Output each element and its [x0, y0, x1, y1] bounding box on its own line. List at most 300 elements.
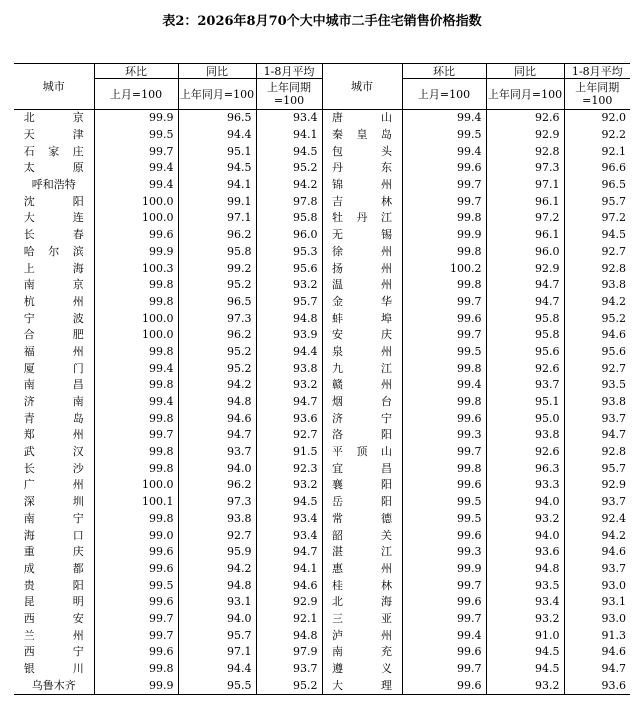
city-label: 唐 山	[332, 111, 392, 125]
city-label: 武 汉	[23, 445, 84, 459]
table-row	[14, 310, 630, 327]
yoy-value: 93.7	[486, 377, 564, 394]
avg-value: 94.4	[256, 344, 322, 361]
yoy-value: 91.0	[486, 627, 564, 644]
city-name	[14, 177, 94, 194]
yoy-value: 93.8	[178, 511, 256, 528]
city-label: 牡 丹 江	[332, 211, 392, 225]
yoy-value: 95.1	[178, 143, 256, 160]
avg-value: 92.9	[564, 477, 630, 494]
table-row	[14, 644, 630, 661]
city-label: 哈 尔 滨	[23, 244, 84, 258]
mom-value: 99.7	[94, 611, 178, 628]
table-row	[14, 410, 630, 427]
avg-value: 93.7	[564, 410, 630, 427]
table-row	[14, 294, 630, 311]
yoy-value: 94.8	[178, 394, 256, 411]
city-label: 包 头	[332, 144, 392, 158]
avg-value: 93.2	[256, 477, 322, 494]
yoy-value: 95.0	[486, 410, 564, 427]
mom-value: 99.6	[402, 527, 486, 544]
mom-value: 99.6	[402, 160, 486, 177]
avg-value: 94.7	[564, 661, 630, 678]
city-label: 秦 皇 岛	[332, 128, 392, 142]
avg-value: 92.8	[564, 444, 630, 461]
mom-value: 99.8	[94, 277, 178, 294]
mom-value: 99.4	[402, 377, 486, 394]
city-label: 大 连	[23, 211, 84, 225]
mom-value: 99.7	[94, 627, 178, 644]
yoy-value: 94.6	[178, 410, 256, 427]
avg-value: 92.7	[256, 427, 322, 444]
avg-value: 94.6	[564, 327, 630, 344]
yoy-value: 95.1	[486, 394, 564, 411]
city-name	[322, 494, 402, 511]
city-label: 无 锡	[332, 228, 392, 242]
city-label: 西 安	[23, 611, 84, 625]
city-name	[322, 527, 402, 544]
city-name	[322, 410, 402, 427]
city-label: 南 京	[23, 278, 84, 292]
city-label: 金 华	[332, 294, 392, 308]
yoy-value: 96.2	[178, 477, 256, 494]
table-row	[14, 394, 630, 411]
avg-value: 95.2	[256, 677, 322, 694]
yoy-header-left: 同比	[178, 64, 256, 79]
city-name	[322, 511, 402, 528]
yoy-value: 97.1	[178, 644, 256, 661]
avg-value: 92.2	[564, 127, 630, 144]
city-name	[322, 127, 402, 144]
mom-value: 99.7	[402, 327, 486, 344]
city-name	[322, 210, 402, 227]
city-label: 洛 阳	[332, 428, 392, 442]
avg-header-right: 1-8月平均	[564, 64, 630, 79]
yoy-value: 95.2	[178, 360, 256, 377]
mom-header-right: 环比	[402, 64, 486, 79]
yoy-value: 99.1	[178, 193, 256, 210]
avg-value: 94.2	[564, 527, 630, 544]
avg-value: 93.4	[256, 527, 322, 544]
mom-value: 100.1	[94, 494, 178, 511]
city-name	[14, 561, 94, 578]
table-row	[14, 244, 630, 261]
table-row	[14, 460, 630, 477]
mom-value: 99.7	[402, 611, 486, 628]
yoy-value: 95.5	[178, 677, 256, 694]
city-label: 郑 州	[23, 428, 84, 442]
avg-value: 93.7	[256, 661, 322, 678]
table-row	[14, 344, 630, 361]
city-label: 南 昌	[23, 378, 84, 392]
city-name	[14, 143, 94, 160]
table-row	[14, 527, 630, 544]
avg-value: 95.6	[564, 344, 630, 361]
city-label: 长 沙	[23, 461, 84, 475]
city-label: 昆 明	[23, 595, 84, 609]
table-row	[14, 577, 630, 594]
mom-value: 100.0	[94, 310, 178, 327]
yoy-value: 93.3	[486, 477, 564, 494]
mom-value: 99.7	[402, 444, 486, 461]
mom-value: 99.4	[402, 143, 486, 160]
city-name	[14, 193, 94, 210]
city-label: 泉 州	[332, 344, 392, 358]
avg-value: 95.8	[256, 210, 322, 227]
avg-value: 92.9	[256, 594, 322, 611]
avg-value: 93.6	[256, 410, 322, 427]
avg-value: 94.6	[256, 577, 322, 594]
avg-value: 93.0	[564, 577, 630, 594]
mom-value: 99.8	[402, 394, 486, 411]
city-label: 南 宁	[23, 511, 84, 525]
yoy-value: 94.8	[486, 561, 564, 578]
yoy-value: 94.4	[178, 661, 256, 678]
yoy-value: 94.5	[178, 160, 256, 177]
avg-value: 92.7	[564, 360, 630, 377]
city-name	[14, 344, 94, 361]
yoy-value: 94.7	[178, 427, 256, 444]
avg-header-left: 1-8月平均	[256, 64, 322, 79]
mom-header-left: 环比	[94, 64, 178, 79]
city-label: 广 州	[23, 478, 84, 492]
avg-value: 94.1	[256, 127, 322, 144]
mom-value: 99.9	[402, 561, 486, 578]
avg-value: 93.8	[256, 360, 322, 377]
yoy-value: 99.2	[178, 260, 256, 277]
city-label: 长 春	[23, 228, 84, 242]
yoy-base-left: 上年同月=100	[178, 79, 256, 110]
city-name	[322, 561, 402, 578]
mom-value: 99.6	[402, 594, 486, 611]
mom-value: 100.0	[94, 193, 178, 210]
avg-value: 95.7	[564, 460, 630, 477]
table-row	[14, 260, 630, 277]
mom-value: 99.5	[94, 127, 178, 144]
city-name	[14, 444, 94, 461]
yoy-value: 95.2	[178, 344, 256, 361]
mom-value: 99.7	[94, 427, 178, 444]
avg-value: 94.5	[256, 143, 322, 160]
yoy-header-right: 同比	[486, 64, 564, 79]
avg-value: 96.5	[564, 177, 630, 194]
yoy-value: 93.2	[486, 677, 564, 694]
mom-value: 99.8	[94, 511, 178, 528]
mom-value: 100.3	[94, 260, 178, 277]
city-label: 福 州	[23, 344, 84, 358]
city-name	[14, 227, 94, 244]
city-label: 九 江	[332, 361, 392, 375]
city-label: 桂 林	[332, 578, 392, 592]
city-label: 银 川	[23, 662, 84, 676]
yoy-value: 95.8	[486, 327, 564, 344]
avg-value: 96.0	[256, 227, 322, 244]
city-name	[322, 577, 402, 594]
yoy-value: 94.0	[178, 460, 256, 477]
yoy-value: 96.5	[178, 110, 256, 127]
mom-value: 99.7	[402, 193, 486, 210]
city-label: 济 宁	[332, 411, 392, 425]
city-label: 蚌 埠	[332, 311, 392, 325]
city-label: 韶 关	[332, 528, 392, 542]
mom-value: 99.6	[94, 227, 178, 244]
yoy-value: 93.5	[486, 577, 564, 594]
city-name	[14, 644, 94, 661]
table-row	[14, 177, 630, 194]
mom-value: 99.7	[402, 577, 486, 594]
mom-value: 99.8	[402, 460, 486, 477]
city-name	[322, 677, 402, 694]
mom-value: 99.5	[402, 494, 486, 511]
yoy-value: 94.5	[486, 661, 564, 678]
city-label: 杭 州	[23, 294, 84, 308]
yoy-value: 94.0	[486, 494, 564, 511]
avg-value: 96.6	[564, 160, 630, 177]
mom-value: 99.8	[402, 210, 486, 227]
city-label: 三 亚	[332, 611, 392, 625]
table-row	[14, 377, 630, 394]
yoy-value: 94.2	[178, 561, 256, 578]
mom-value: 99.7	[402, 661, 486, 678]
yoy-value: 94.0	[486, 527, 564, 544]
city-label: 锦 州	[332, 178, 392, 192]
mom-value: 99.3	[402, 544, 486, 561]
yoy-value: 95.9	[178, 544, 256, 561]
avg-value: 92.3	[256, 460, 322, 477]
city-label: 沈 阳	[23, 194, 84, 208]
mom-value: 99.4	[94, 160, 178, 177]
mom-base-right: 上月=100	[402, 79, 486, 110]
avg-value: 94.7	[256, 394, 322, 411]
city-name	[322, 460, 402, 477]
mom-base-left: 上月=100	[94, 79, 178, 110]
yoy-value: 92.6	[486, 110, 564, 127]
yoy-value: 94.2	[178, 377, 256, 394]
table-row	[14, 110, 630, 127]
table-row	[14, 661, 630, 678]
city-name	[14, 527, 94, 544]
city-header-left: 城市	[14, 64, 94, 110]
mom-value: 99.9	[94, 110, 178, 127]
city-label: 泸 州	[332, 628, 392, 642]
avg-value: 93.7	[564, 561, 630, 578]
avg-value: 94.6	[564, 544, 630, 561]
avg-value: 94.2	[564, 294, 630, 311]
avg-value: 93.6	[564, 677, 630, 694]
avg-value: 93.9	[256, 327, 322, 344]
avg-value: 95.7	[564, 193, 630, 210]
table-row	[14, 360, 630, 377]
city-label: 湛 江	[332, 545, 392, 559]
city-label: 烟 台	[332, 395, 392, 409]
yoy-value: 97.1	[178, 210, 256, 227]
city-name	[14, 594, 94, 611]
avg-value: 94.7	[564, 427, 630, 444]
avg-value: 94.1	[256, 561, 322, 578]
mom-value: 99.6	[94, 544, 178, 561]
table-row	[14, 677, 630, 694]
yoy-value: 95.6	[486, 344, 564, 361]
city-name	[14, 427, 94, 444]
city-name	[322, 244, 402, 261]
city-label: 天 津	[23, 128, 84, 142]
city-label: 兰 州	[23, 628, 84, 642]
table-row	[14, 494, 630, 511]
city-name	[322, 360, 402, 377]
mom-value: 99.6	[402, 310, 486, 327]
mom-value: 99.4	[402, 110, 486, 127]
table-row	[14, 627, 630, 644]
yoy-value: 93.2	[486, 511, 564, 528]
yoy-base-right: 上年同月=100	[486, 79, 564, 110]
mom-value: 100.0	[94, 210, 178, 227]
avg-value: 94.2	[256, 177, 322, 194]
table-row	[14, 327, 630, 344]
mom-value: 99.8	[94, 661, 178, 678]
avg-value: 93.7	[564, 494, 630, 511]
yoy-value: 95.2	[178, 277, 256, 294]
mom-value: 99.9	[94, 677, 178, 694]
yoy-value: 94.5	[486, 644, 564, 661]
city-label: 吉 林	[332, 194, 392, 208]
avg-value: 97.2	[564, 210, 630, 227]
yoy-value: 95.7	[178, 627, 256, 644]
avg-value: 95.7	[256, 294, 322, 311]
city-label: 上 海	[23, 261, 84, 275]
city-name	[322, 110, 402, 127]
city-label: 贵 阳	[23, 578, 84, 592]
city-name	[322, 627, 402, 644]
avg-value: 92.4	[564, 511, 630, 528]
table-row	[14, 193, 630, 210]
city-name	[14, 277, 94, 294]
city-label: 济 南	[23, 395, 84, 409]
city-name	[322, 444, 402, 461]
mom-value: 99.8	[94, 344, 178, 361]
avg-value: 94.6	[564, 644, 630, 661]
yoy-value: 93.8	[486, 427, 564, 444]
city-label: 襄 阳	[332, 478, 392, 492]
city-name	[322, 344, 402, 361]
city-label: 合 肥	[23, 328, 84, 342]
mom-value: 99.6	[402, 677, 486, 694]
yoy-value: 96.5	[178, 294, 256, 311]
yoy-value: 93.4	[486, 594, 564, 611]
table-row	[14, 594, 630, 611]
yoy-value: 96.2	[178, 227, 256, 244]
yoy-value: 93.6	[486, 544, 564, 561]
table-row	[14, 427, 630, 444]
yoy-value: 97.3	[178, 494, 256, 511]
mom-value: 99.4	[402, 627, 486, 644]
city-name	[14, 544, 94, 561]
mom-value: 99.7	[94, 143, 178, 160]
avg-value: 95.6	[256, 260, 322, 277]
table-row	[14, 444, 630, 461]
avg-value: 95.3	[256, 244, 322, 261]
yoy-value: 96.3	[486, 460, 564, 477]
yoy-value: 93.2	[486, 611, 564, 628]
city-header-right: 城市	[322, 64, 402, 110]
city-label: 温 州	[332, 278, 392, 292]
city-label: 扬 州	[332, 261, 392, 275]
avg-value: 94.8	[256, 627, 322, 644]
yoy-value: 94.4	[178, 127, 256, 144]
yoy-value: 97.1	[486, 177, 564, 194]
city-name	[14, 127, 94, 144]
avg-value: 94.5	[256, 494, 322, 511]
avg-value: 93.4	[256, 110, 322, 127]
mom-value: 99.6	[94, 561, 178, 578]
mom-value: 99.8	[94, 444, 178, 461]
mom-value: 99.3	[402, 427, 486, 444]
yoy-value: 95.8	[178, 244, 256, 261]
table-row	[14, 143, 630, 160]
avg-value: 93.0	[564, 611, 630, 628]
yoy-value: 93.7	[178, 444, 256, 461]
table-row	[14, 160, 630, 177]
mom-value: 99.8	[402, 360, 486, 377]
city-label: 宜 昌	[332, 461, 392, 475]
city-name	[14, 577, 94, 594]
city-name	[14, 310, 94, 327]
avg-value: 92.1	[564, 143, 630, 160]
city-name	[322, 143, 402, 160]
city-label: 岳 阳	[332, 495, 392, 509]
mom-value: 99.4	[94, 177, 178, 194]
mom-value: 99.9	[94, 244, 178, 261]
yoy-value: 97.3	[486, 160, 564, 177]
mom-value: 99.5	[402, 127, 486, 144]
mom-value: 99.5	[402, 344, 486, 361]
table-row	[14, 544, 630, 561]
city-label: 海 口	[23, 528, 84, 542]
city-name	[14, 244, 94, 261]
city-name	[322, 177, 402, 194]
city-label: 青 岛	[23, 411, 84, 425]
yoy-value: 93.1	[178, 594, 256, 611]
mom-value: 99.7	[402, 177, 486, 194]
city-label: 成 都	[23, 561, 84, 575]
mom-value: 100.2	[402, 260, 486, 277]
avg-value: 93.2	[256, 277, 322, 294]
city-name	[322, 427, 402, 444]
yoy-value: 92.6	[486, 444, 564, 461]
city-name	[14, 460, 94, 477]
avg-base-left: 上年同期=100	[256, 79, 322, 110]
avg-value: 92.7	[564, 244, 630, 261]
avg-base-right: 上年同期=100	[564, 79, 630, 110]
table-row	[14, 210, 630, 227]
city-label: 平 顶 山	[332, 445, 392, 459]
city-name	[14, 327, 94, 344]
city-label: 大 理	[332, 678, 392, 692]
city-label: 丹 东	[332, 161, 392, 175]
table-row	[14, 227, 630, 244]
yoy-value: 97.2	[486, 210, 564, 227]
city-name	[322, 394, 402, 411]
city-label: 北 海	[332, 595, 392, 609]
city-label: 石 家 庄	[23, 144, 84, 158]
city-name	[14, 511, 94, 528]
avg-value: 91.5	[256, 444, 322, 461]
city-name	[14, 294, 94, 311]
mom-value: 99.7	[402, 294, 486, 311]
avg-value: 95.2	[564, 310, 630, 327]
city-name	[322, 544, 402, 561]
table-row	[14, 127, 630, 144]
mom-value: 99.6	[94, 594, 178, 611]
